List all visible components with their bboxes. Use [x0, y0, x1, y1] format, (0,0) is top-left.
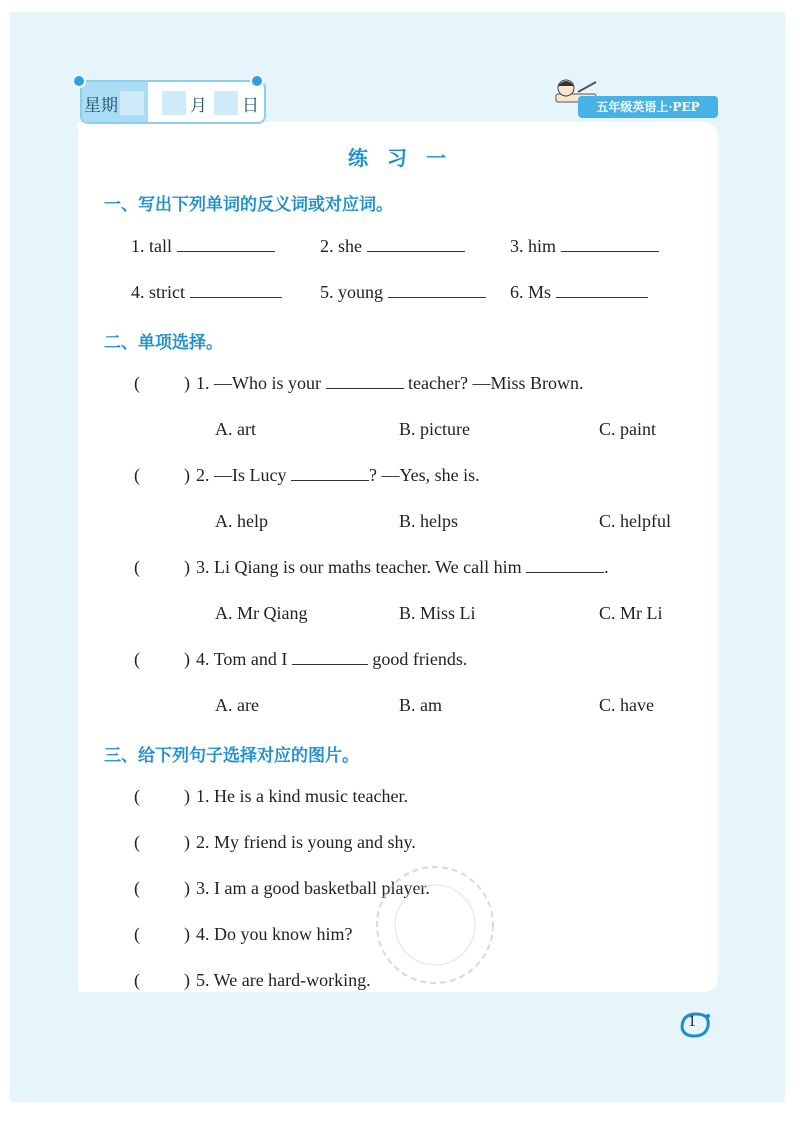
answer-paren-close: ) [184, 649, 190, 669]
question-text: 4. Tom and I good friends. [196, 649, 468, 669]
answer-paren-close: ) [184, 878, 190, 898]
weekday-label: 星期 [84, 96, 118, 116]
answer-paren-close: ) [184, 924, 190, 944]
answer-paren-open[interactable]: ( [134, 878, 140, 898]
answer-blank[interactable] [556, 296, 648, 298]
date-box [80, 80, 266, 124]
sentence-item: 1. He is a kind music teacher. [196, 786, 408, 806]
answer-blank[interactable] [291, 479, 369, 481]
sentence-item: 4. Do you know him? [196, 924, 353, 944]
option-b[interactable]: B. Miss Li [399, 603, 476, 623]
question-text: 2. —Is Lucy ? —Yes, she is. [196, 465, 480, 485]
option-c[interactable]: C. Mr Li [599, 603, 663, 623]
option-c[interactable]: C. have [599, 695, 654, 715]
section-heading: 二、单项选择。 [104, 333, 223, 353]
watermark-stamp-icon [370, 860, 500, 990]
answer-paren-open[interactable]: ( [134, 649, 140, 669]
pin-icon [72, 74, 86, 88]
option-a[interactable]: A. Mr Qiang [215, 603, 308, 623]
option-a[interactable]: A. art [215, 419, 256, 439]
option-c[interactable]: C. paint [599, 419, 656, 439]
option-b[interactable]: B. picture [399, 419, 470, 439]
sentence-item: 5. We are hard-working. [196, 970, 371, 990]
answer-paren-close: ) [184, 970, 190, 990]
word-item: 6. Ms [510, 282, 648, 303]
answer-blank[interactable] [326, 387, 404, 389]
option-a[interactable]: A. are [215, 695, 259, 715]
answer-blank[interactable] [177, 250, 275, 252]
answer-paren-close: ) [184, 465, 190, 485]
option-b[interactable]: B. am [399, 695, 442, 715]
answer-paren-open[interactable]: ( [134, 373, 140, 393]
answer-paren-close: ) [184, 832, 190, 852]
weekday-slot[interactable] [120, 91, 144, 115]
answer-blank[interactable] [367, 250, 465, 252]
option-c[interactable]: C. helpful [599, 511, 671, 531]
page-number: 1 [688, 1013, 696, 1030]
answer-paren-close: ) [184, 557, 190, 577]
word-item: 4. strict [131, 282, 282, 303]
answer-paren-open[interactable]: ( [134, 465, 140, 485]
day-slot[interactable] [214, 91, 238, 115]
option-a[interactable]: A. help [215, 511, 268, 531]
answer-blank[interactable] [526, 571, 604, 573]
option-b[interactable]: B. helps [399, 511, 459, 531]
sentence-item: 3. I am a good basketball player. [196, 878, 430, 898]
answer-paren-close: ) [184, 786, 190, 806]
month-label: 月 [190, 96, 207, 116]
word-item: 2. she [320, 236, 465, 257]
answer-paren-open[interactable]: ( [134, 832, 140, 852]
day-label: 日 [242, 96, 259, 116]
answer-blank[interactable] [292, 663, 368, 665]
word-item: 3. him [510, 236, 659, 257]
page-title: 练 习 一 [348, 146, 452, 170]
section-heading: 一、写出下列单词的反义词或对应词。 [104, 195, 393, 215]
month-slot[interactable] [162, 91, 186, 115]
answer-blank[interactable] [190, 296, 282, 298]
word-item: 1. tall [131, 236, 275, 257]
answer-blank[interactable] [388, 296, 486, 298]
word-item: 5. young [320, 282, 486, 303]
answer-paren-open[interactable]: ( [134, 786, 140, 806]
answer-paren-close: ) [184, 373, 190, 393]
pin-icon [250, 74, 264, 88]
sentence-item: 2. My friend is young and shy. [196, 832, 416, 852]
answer-blank[interactable] [561, 250, 659, 252]
answer-paren-open[interactable]: ( [134, 557, 140, 577]
answer-paren-open[interactable]: ( [134, 924, 140, 944]
section-heading: 三、给下列句子选择对应的图片。 [104, 746, 359, 766]
grade-badge: 五年级英语上·PEP [578, 96, 718, 118]
question-text: 3. Li Qiang is our maths teacher. We call him . [196, 557, 609, 577]
question-text: 1. —Who is your teacher? —Miss Brown. [196, 373, 584, 393]
answer-paren-open[interactable]: ( [134, 970, 140, 990]
